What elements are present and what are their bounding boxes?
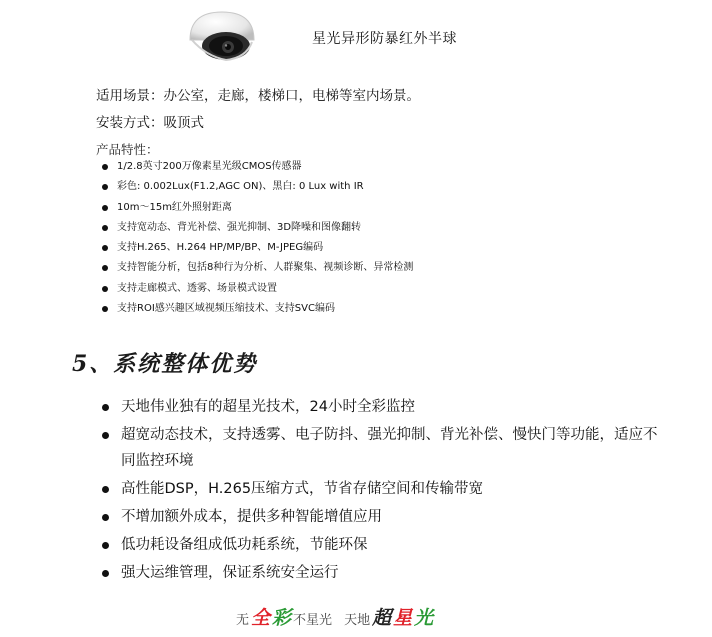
slogan-part: 光 bbox=[414, 607, 434, 629]
list-item: 低功耗设备组成低功耗系统，节能环保 bbox=[102, 532, 662, 558]
bullet-icon bbox=[102, 265, 108, 271]
advantages-list bbox=[102, 394, 662, 588]
slogan-part: 彩 bbox=[272, 607, 292, 629]
bullet-icon bbox=[102, 486, 109, 493]
slogan-part: 超 bbox=[372, 607, 392, 629]
features-title: 产品特性： bbox=[96, 142, 159, 157]
list-item: 支持智能分析，包括8种行为分析、人群聚集、视频诊断、异常检测 bbox=[98, 258, 578, 278]
scene-line: 适用场景：办公室，走廊，楼梯口，电梯等室内场景。 bbox=[96, 88, 420, 104]
footer-slogan bbox=[236, 603, 433, 631]
mount-line: 安装方式：吸顶式 bbox=[96, 115, 204, 131]
bullet-icon bbox=[102, 432, 109, 439]
bullet-icon bbox=[102, 542, 109, 549]
feature-list bbox=[98, 157, 578, 319]
section-heading: 5、系统整体优势 bbox=[72, 351, 258, 377]
product-title: 星光异形防暴红外半球 bbox=[312, 31, 457, 47]
slogan-part: 不星光 bbox=[293, 613, 333, 628]
list-item: 强大运维管理，保证系统安全运行 bbox=[102, 560, 662, 586]
list-item: 超宽动态技术，支持透雾、电子防抖、强光抑制、背光补偿、慢快门等功能，适应不同监控环境 bbox=[102, 422, 662, 474]
dome-camera-image bbox=[186, 6, 258, 66]
bullet-icon bbox=[102, 245, 108, 251]
bullet-icon bbox=[102, 514, 109, 521]
bullet-icon bbox=[102, 570, 109, 577]
list-item: 支持ROI感兴趣区域视频压缩技术、支持SVC编码 bbox=[98, 299, 578, 319]
bullet-icon bbox=[102, 286, 108, 292]
list-item: 支持宽动态、背光补偿、强光抑制、3D降噪和图像翻转 bbox=[98, 218, 578, 238]
bullet-icon bbox=[102, 404, 109, 411]
slogan-part: 星 bbox=[393, 607, 413, 629]
bullet-icon bbox=[102, 164, 108, 170]
bullet-icon bbox=[102, 184, 108, 190]
bullet-icon bbox=[102, 225, 108, 231]
slogan-part: 无 bbox=[236, 613, 250, 628]
list-item: 天地伟业独有的超星光技术，24小时全彩监控 bbox=[102, 394, 662, 420]
list-item: 彩色: 0.002Lux(F1.2,AGC ON)、黑白: 0 Lux with IR bbox=[98, 177, 578, 197]
slogan-part: 全 bbox=[251, 607, 271, 629]
list-item: 不增加额外成本，提供多种智能增值应用 bbox=[102, 504, 662, 530]
list-item: 1/2.8英寸200万像素星光级CMOS传感器 bbox=[98, 157, 578, 177]
slogan-part: 天地 bbox=[344, 613, 371, 628]
list-item: 高性能DSP，H.265压缩方式，节省存储空间和传输带宽 bbox=[102, 476, 662, 502]
list-item: 支持H.265、H.264 HP/MP/BP、M-JPEG编码 bbox=[98, 238, 578, 258]
list-item: 10m～15m红外照射距离 bbox=[98, 198, 578, 218]
list-item: 支持走廊模式、透雾、场景模式设置 bbox=[98, 279, 578, 299]
bullet-icon bbox=[102, 205, 108, 211]
bullet-icon bbox=[102, 306, 108, 312]
